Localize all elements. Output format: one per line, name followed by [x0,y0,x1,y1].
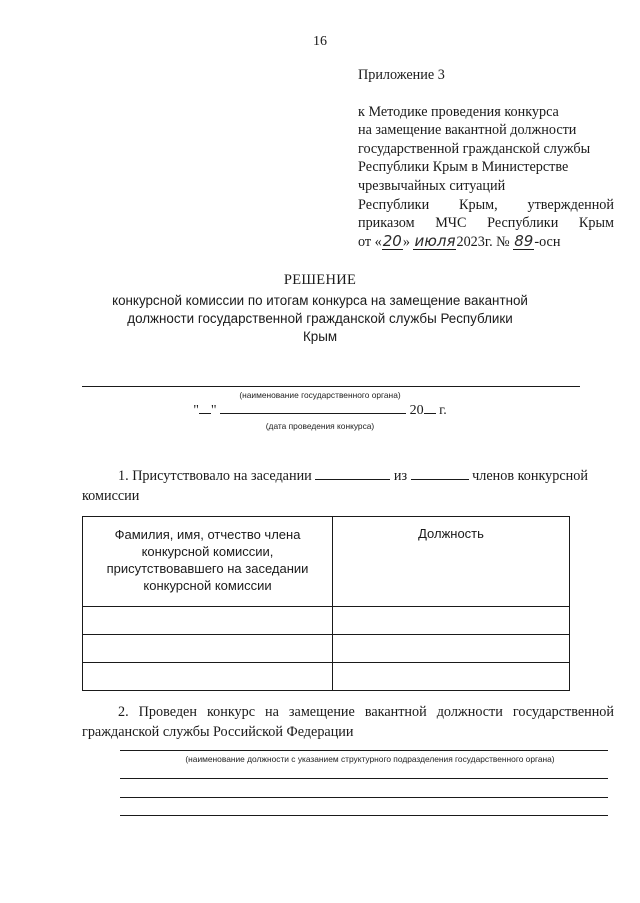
table-cell[interactable] [83,635,333,663]
word: утвержденной [527,196,614,213]
handwritten-day: 20 [382,231,402,250]
date-quote: » [402,233,410,250]
decision-header [0,272,640,346]
appendix-line: Республики Крым в Министерстве [358,159,569,176]
table-row [83,607,570,635]
section-1 [82,466,614,506]
word: МЧС [435,215,467,232]
table-cell[interactable] [83,607,333,635]
present-count-blank[interactable] [315,467,390,480]
members-table [82,516,570,691]
year-suffix: г. [439,403,447,418]
date-prefix: от « [358,233,382,250]
table-header-name [83,517,333,607]
section-1-text: из [393,468,408,484]
table-cell[interactable] [333,635,570,663]
quote: " [210,403,217,418]
table-header-row [83,517,570,607]
appendix-line: к Методике проведения конкурса [358,103,559,120]
order-date-line [358,233,614,252]
handwritten-month: июля [414,231,456,250]
appendix-title: Приложение 3 [358,67,445,83]
quote: " [193,403,199,418]
decision-subtitle: конкурсной комиссии по итогам конкурса на замещение вакантной должности государственной гражданской службы Республики Крым [112,293,528,344]
day-blank[interactable] [199,401,211,414]
year-prefix: 20 [409,403,424,418]
blank-line[interactable] [120,778,608,779]
appendix-line-approved [358,196,614,215]
position-caption: (наименование должности с указанием структурного подразделения государственного органа) [185,754,555,764]
blank-line[interactable] [120,797,608,798]
table-cell[interactable] [83,663,333,691]
order-suffix: -осн [534,233,561,250]
year-blank[interactable] [424,401,436,414]
year-text: 2023г. № [456,233,510,250]
word: Крым [578,215,614,232]
position-name-field[interactable] [120,750,608,751]
section-1-text: членов конкурсной комиссии [82,468,588,504]
appendix-line: государственной гражданской службы [358,140,591,157]
table-cell[interactable] [333,607,570,635]
word: Республики [487,215,559,232]
table-row [83,635,570,663]
table-header-position: Должность [333,517,570,607]
month-blank[interactable] [220,401,406,414]
section-2: 2. Проведен конкурс на замещение вакантной должности государственной гражданской службы Российской Федерации [82,704,614,740]
appendix-block [358,66,614,251]
total-count-blank[interactable] [411,467,469,480]
table-cell[interactable] [333,663,570,691]
word: Республики [358,196,430,213]
header-text: Фамилия, имя, отчество члена конкурсной комиссии, присутствовавшего на заседании конкурсной комиссии [106,527,309,593]
word: приказом [358,215,415,232]
handwritten-order-number: 89 [514,231,534,250]
org-caption: (наименование государственного органа) [239,390,401,400]
decision-heading: РЕШЕНИЕ [283,272,357,288]
page-number: 16 [313,34,327,49]
org-name-field[interactable] [82,386,580,387]
appendix-line: на замещение вакантной должности [358,122,577,139]
appendix-line-order [358,214,614,233]
appendix-line: чрезвычайных ситуаций [358,177,506,194]
table-row [83,663,570,691]
date-field [0,401,640,419]
word: Крым, [459,196,498,213]
blank-line[interactable] [120,815,608,816]
date-caption: (дата проведения конкурса) [265,421,375,431]
section-1-text: 1. Присутствовало на заседании [118,468,312,484]
